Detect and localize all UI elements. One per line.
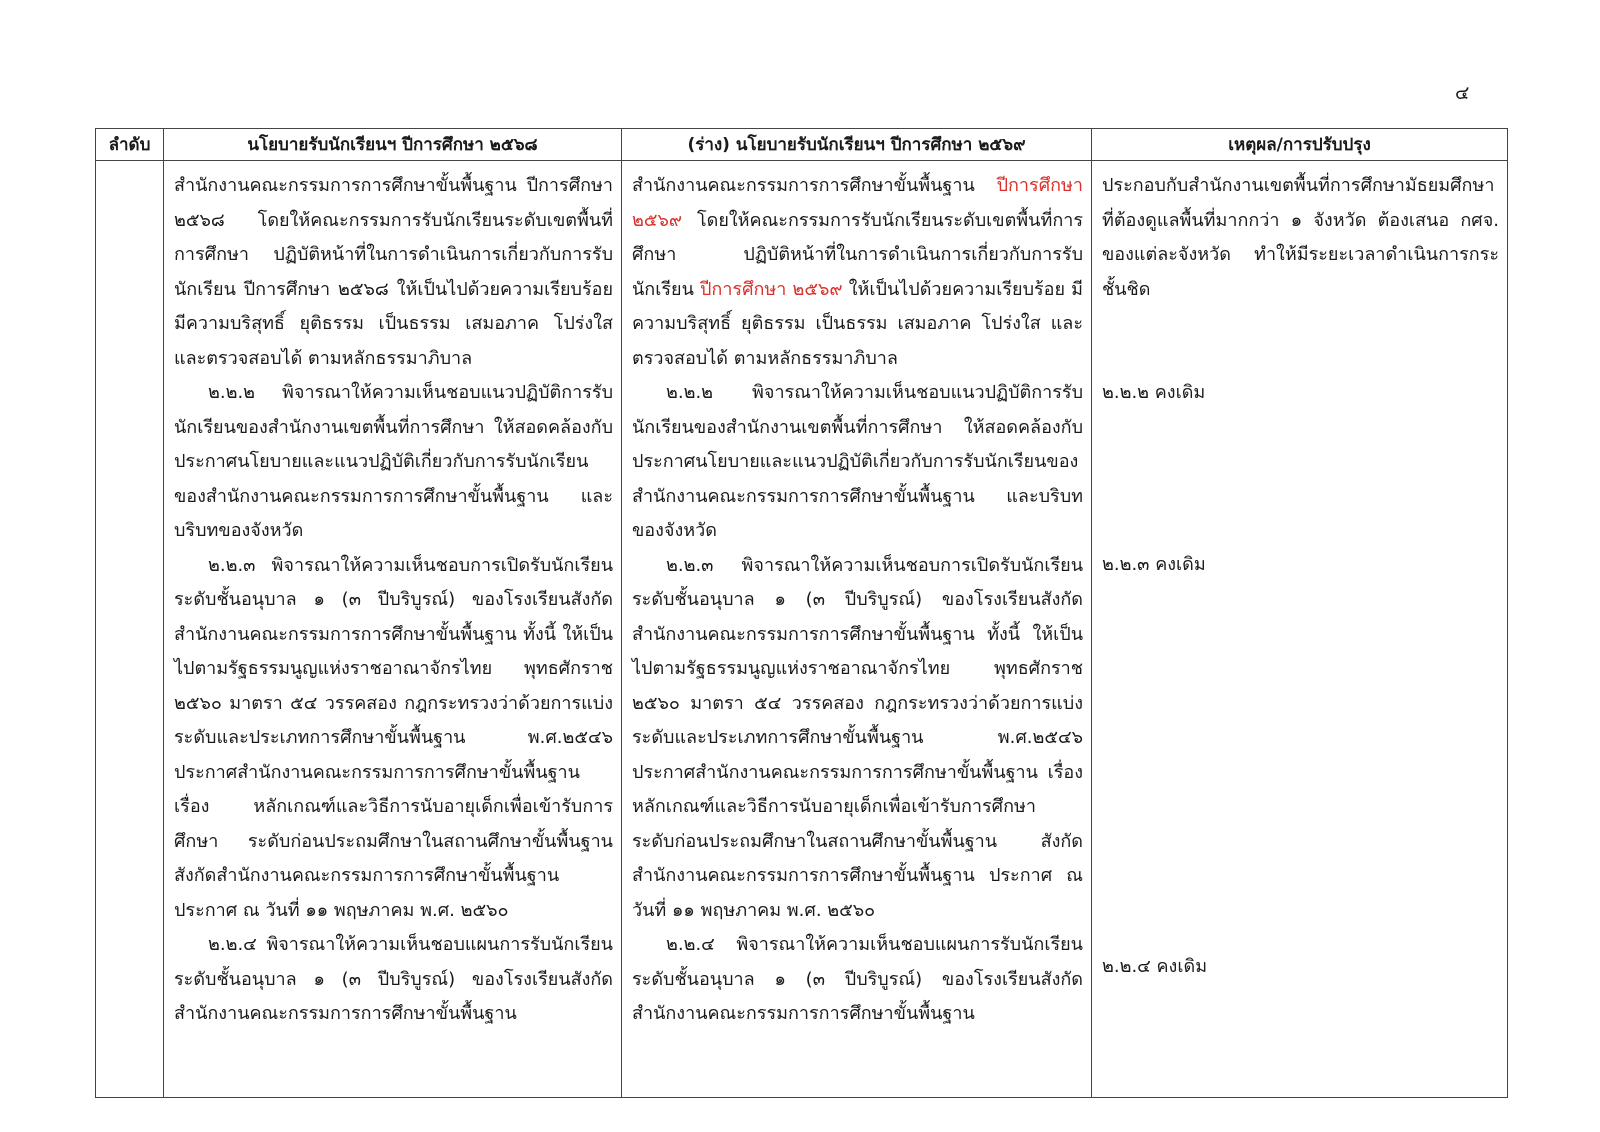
reason-para-1: ประกอบกับสำนักงานเขตพื้นที่การศึกษามัธยมศึกษาที่ต้องดูแลพื้นที่มากกว่า ๑ จังหวัด ต้องเสนอ กศจ. ของแต่ละจังหวัด ทำให้มีระยะเวลาดำเนินการกระชั้นชิด	[1102, 175, 1499, 300]
policy-2568-para-2: ๒.๒.๒ พิจารณาให้ความเห็นชอบแนวปฏิบัติการรับนักเรียนของสำนักงานเขตพื้นที่การศึกษา ให้สอดคล้องกับประกาศนโยบายและแนวปฏิบัติเกี่ยวกับการรับนักเรียนของสำนักงานคณะกรรมการการศึกษาขั้นพื้นฐาน และบริบทของจังหวัด	[174, 382, 613, 541]
draft-2569-para-3: ๒.๒.๓ พิจารณาให้ความเห็นชอบการเปิดรับนักเรียนระดับชั้นอนุบาล ๑ (๓ ปีบริบูรณ์) ของโรงเรียนสังกัดสำนักงานคณะกรรมการการศึกษาขั้นพื้นฐาน ทั้งนี้ ให้เป็นไปตามรัฐธรรมนูญแห่งราชอาณาจักรไทย พุทธศักราช ๒๕๖๐ มาตรา ๕๔ วรรคสอง กฎกระทรวงว่าด้วยการแบ่งระดับและประเภทการศึกษาขั้นพื้นฐาน พ.ศ.๒๕๔๖ ประกาศสำนักงานคณะกรรมการการศึกษาขั้นพื้นฐาน เรื่อง หลักเกณฑ์และวิธีการนับอายุเด็กเพื่อเข้ารับการศึกษา ระดับก่อนประถมศึกษาในสถานศึกษาขั้นพื้นฐาน สังกัดสำนักงานคณะกรรมการการศึกษาขั้นพื้นฐาน ประกาศ ณ วันที่ ๑๑ พฤษภาคม พ.ศ. ๒๕๖๐	[632, 554, 1083, 921]
draft-2569-para-1-text-c: ให้เป็นไปด้วยความเรียบร้อย มีความบริสุทธิ์ ยุติธรรม เป็นธรรม เสมอภาค โปร่งใส และตรวจสอบได้ ตามหลักธรรมาภิบาล	[632, 278, 1083, 369]
policy-2568-para-3: ๒.๒.๓ พิจารณาให้ความเห็นชอบการเปิดรับนักเรียนระดับชั้นอนุบาล ๑ (๓ ปีบริบูรณ์) ของโรงเรียนสังกัดสำนักงานคณะกรรมการการศึกษาขั้นพื้นฐาน ทั้งนี้ ให้เป็นไปตามรัฐธรรมนูญแห่งราชอาณาจักรไทย พุทธศักราช ๒๕๖๐ มาตรา ๕๔ วรรคสอง กฎกระทรวงว่าด้วยการแบ่งระดับและประเภทการศึกษาขั้นพื้นฐาน พ.ศ.๒๕๔๖ ประกาศสำนักงานคณะกรรมการการศึกษาขั้นพื้นฐาน เรื่อง หลักเกณฑ์และวิธีการนับอายุเด็กเพื่อเข้ารับการศึกษา ระดับก่อนประถมศึกษาในสถานศึกษาขั้นพื้นฐาน สังกัดสำนักงานคณะกรรมการการศึกษาขั้นพื้นฐาน ประกาศ ณ วันที่ ๑๑ พฤษภาคม พ.ศ. ๒๕๖๐	[174, 554, 613, 921]
policy-comparison-table	[95, 128, 1508, 1098]
draft-2569-para-1	[632, 169, 1083, 376]
cell-policy-2568	[164, 161, 622, 1098]
header-draft-policy-2569: (ร่าง) นโยบายรับนักเรียนฯ ปีการศึกษา ๒๕๖๙	[622, 129, 1092, 161]
draft-2569-highlight-year-2: ปีการศึกษา ๒๕๖๙	[700, 278, 843, 300]
page-number: ๔	[1455, 82, 1470, 104]
header-policy-2568: นโยบายรับนักเรียนฯ ปีการศึกษา ๒๕๖๘	[164, 129, 622, 161]
draft-2569-highlight-year-1: ปีการศึกษา ๒๕๖๙	[632, 175, 1083, 231]
draft-2569-para-2: ๒.๒.๒ พิจารณาให้ความเห็นชอบแนวปฏิบัติการรับนักเรียนของสำนักงานเขตพื้นที่การศึกษา ให้สอดคล้องกับประกาศนโยบายและแนวปฏิบัติเกี่ยวกับการรับนักเรียนของสำนักงานคณะกรรมการการศึกษาขั้นพื้นฐาน และบริบทของจังหวัด	[632, 382, 1083, 541]
policy-2568-para-4: ๒.๒.๔ พิจารณาให้ความเห็นชอบแผนการรับนักเรียนระดับชั้นอนุบาล ๑ (๓ ปีบริบูรณ์) ของโรงเรียนสังกัดสำนักงานคณะกรรมการการศึกษาขั้นพื้นฐาน	[174, 934, 613, 1024]
reason-para-3: ๒.๒.๓ คงเดิม	[1102, 554, 1206, 575]
header-reason: เหตุผล/การปรับปรุง	[1092, 129, 1508, 161]
cell-order	[96, 161, 164, 1098]
table-row	[96, 161, 1508, 1098]
cell-draft-policy-2569	[622, 161, 1092, 1098]
policy-2568-para-1: สำนักงานคณะกรรมการการศึกษาขั้นพื้นฐาน ปีการศึกษา ๒๕๖๘ โดยให้คณะกรรมการรับนักเรียนระดับเขตพื้นที่การศึกษา ปฏิบัติหน้าที่ในการดำเนินการเกี่ยวกับการรับนักเรียน ปีการศึกษา ๒๕๖๘ ให้เป็นไปด้วยความเรียบร้อย มีความบริสุทธิ์ ยุติธรรม เป็นธรรม เสมอภาค โปร่งใส และตรวจสอบได้ ตามหลักธรรมาภิบาล	[174, 175, 613, 369]
reason-para-2: ๒.๒.๒ คงเดิม	[1102, 382, 1206, 403]
reason-para-4: ๒.๒.๔ คงเดิม	[1102, 956, 1208, 977]
draft-2569-para-1-text-a: สำนักงานคณะกรรมการการศึกษาขั้นพื้นฐาน	[632, 175, 997, 196]
table-header-row	[96, 129, 1508, 161]
draft-2569-para-4: ๒.๒.๔ พิจารณาให้ความเห็นชอบแผนการรับนักเรียนระดับชั้นอนุบาล ๑ (๓ ปีบริบูรณ์) ของโรงเรียนสังกัดสำนักงานคณะกรรมการการศึกษาขั้นพื้นฐาน	[632, 934, 1083, 1024]
cell-reason	[1092, 161, 1508, 1098]
draft-2569-para-1-text-b: โดยให้คณะกรรมการรับนักเรียนระดับเขตพื้นที่การศึกษา ปฏิบัติหน้าที่ในการดำเนินการเกี่ยวกับการรับนักเรียน	[632, 209, 1083, 300]
header-order: ลำดับ	[96, 129, 164, 161]
